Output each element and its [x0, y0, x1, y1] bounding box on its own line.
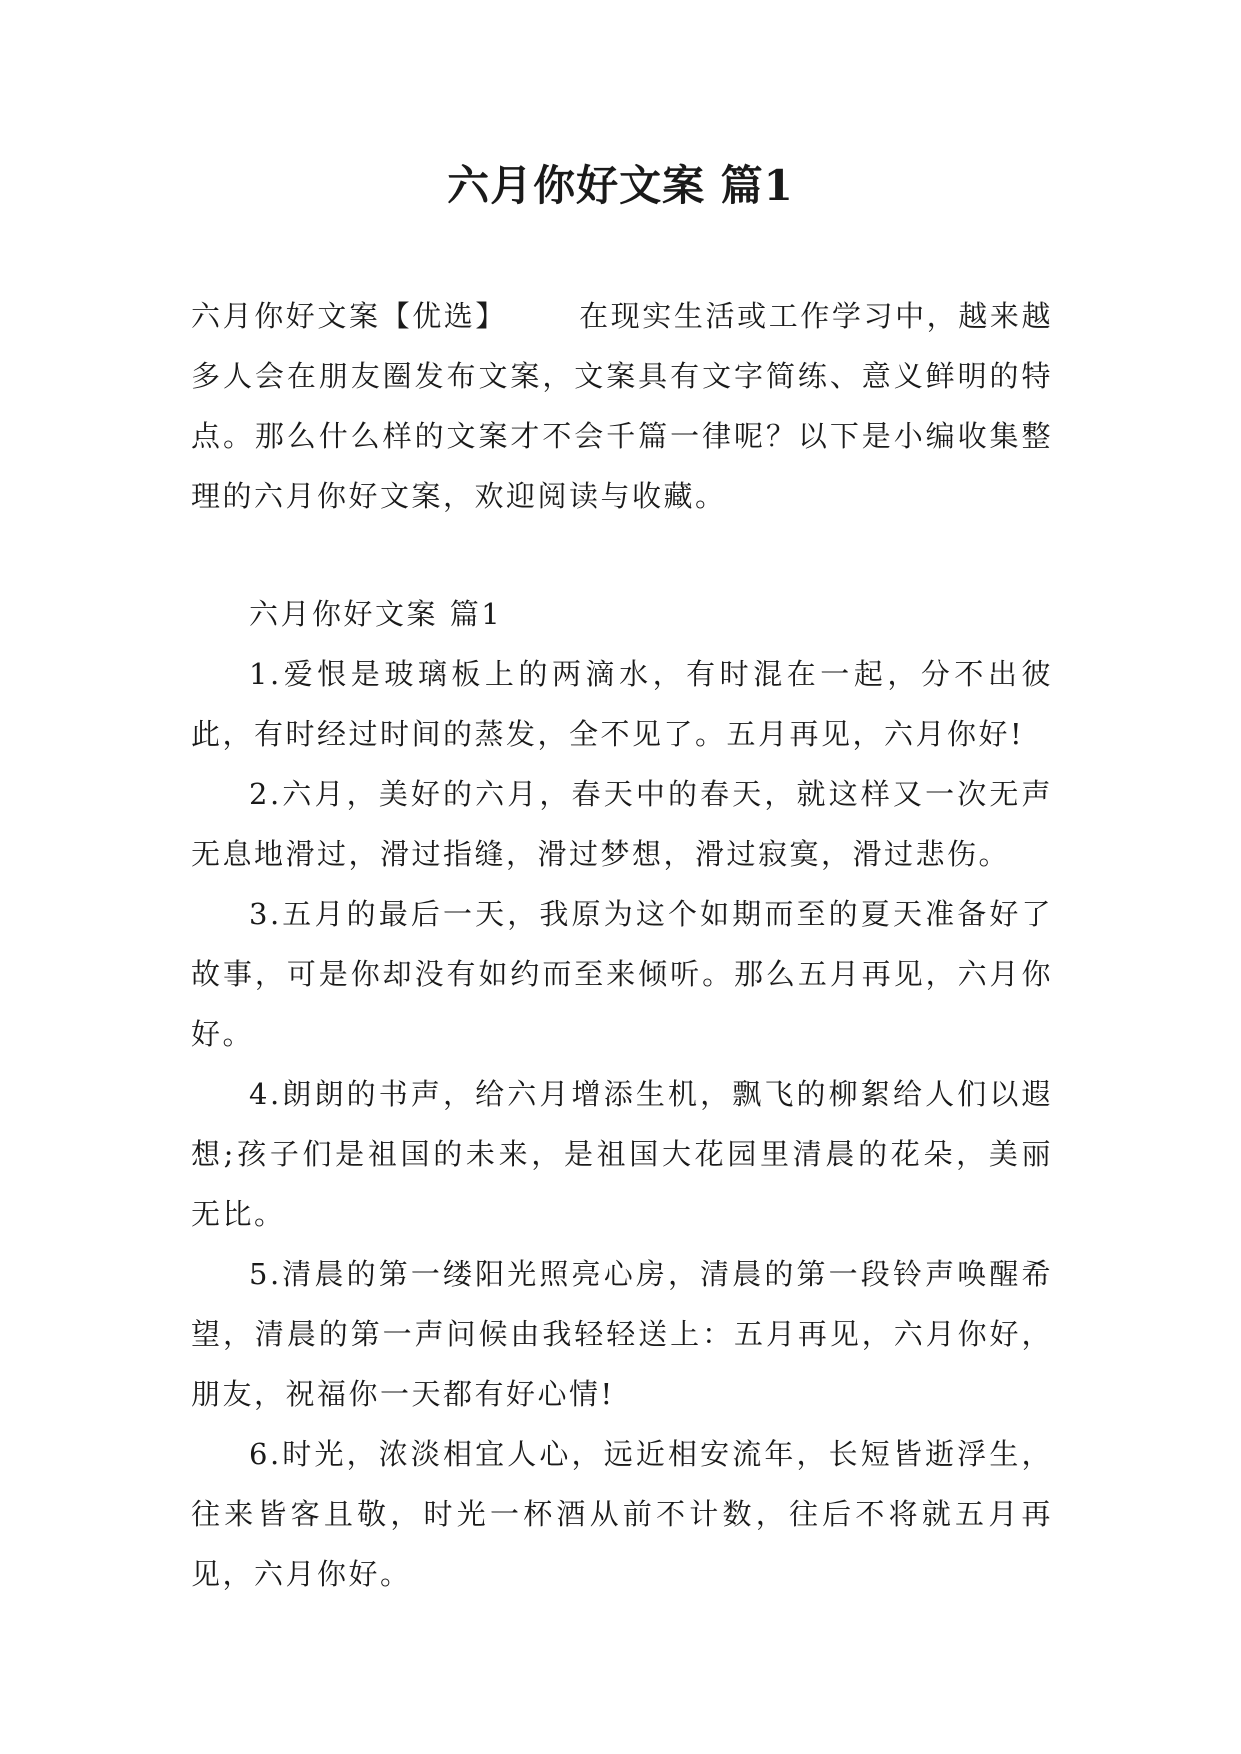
document-body: [191, 286, 1053, 1604]
intro-lead: 六月你好文案【优选】: [191, 299, 507, 333]
list-item: 1.爱恨是玻璃板上的两滴水，有时混在一起，分不出彼此，有时经过时间的蒸发，全不见了。五月再见，六月你好!: [191, 657, 1053, 751]
list-item: 3.五月的最后一天，我原为这个如期而至的夏天准备好了故事，可是你却没有如约而至来倾听。那么五月再见，六月你好。: [191, 897, 1053, 1051]
list-item: 5.清晨的第一缕阳光照亮心房，清晨的第一段铃声唤醒希望，清晨的第一声问候由我轻轻送上：五月再见，六月你好，朋友，祝福你一天都有好心情!: [191, 1257, 1053, 1411]
list-item: 4.朗朗的书声，给六月增添生机，飘飞的柳絮给人们以遐想;孩子们是祖国的未来，是祖国大花园里清晨的花朵，美丽无比。: [191, 1077, 1053, 1231]
document-title: 六月你好文案 篇1: [447, 161, 794, 210]
list-item: 6.时光，浓淡相宜人心，远近相安流年，长短皆逝浮生，往来皆客且敬，时光一杯酒从前不计数，往后不将就五月再见，六月你好。: [191, 1437, 1053, 1591]
list-item: 2.六月，美好的六月，春天中的春天，就这样又一次无声无息地滑过，滑过指缝，滑过梦想，滑过寂寞，滑过悲伤。: [191, 777, 1053, 871]
section-heading: 六月你好文案 篇1: [249, 597, 503, 631]
intro-text: 在现实生活或工作学习中，越来越多人会在朋友圈发布文案，文案具有文字简练、意义鲜明的特点。那么什么样的文案才不会千篇一律呢？以下是小编收集整理的六月你好文案，欢迎阅读与收藏。: [191, 299, 1053, 513]
intro-paragraph: [191, 286, 1053, 526]
